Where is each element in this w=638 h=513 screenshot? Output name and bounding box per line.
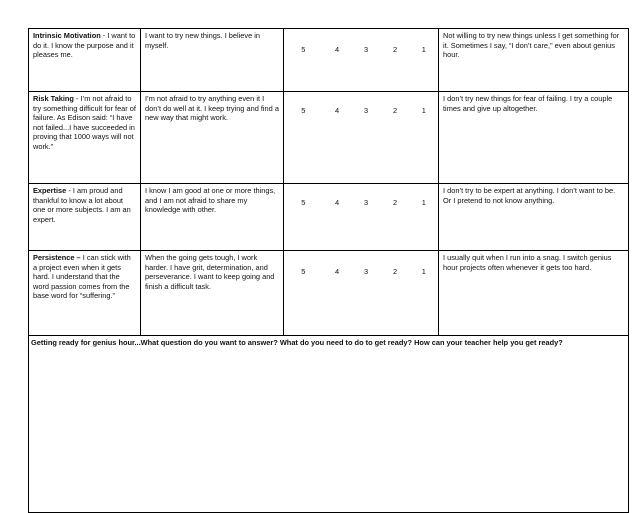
rubric-sheet xyxy=(28,28,628,513)
score-4: 4 xyxy=(323,251,352,336)
trait-description: I can stick with a project even when it gets hard. I understand that the word passion comes from the base word for “suffering.” xyxy=(33,253,131,301)
score-3: 3 xyxy=(352,251,381,336)
score-4: 4 xyxy=(323,92,352,184)
trait-cell xyxy=(29,92,141,184)
footer-row xyxy=(29,336,629,513)
score-4: 4 xyxy=(323,29,352,92)
negative-descriptor: I don’t try to be expert at anything. I don’t want to be. Or I pretend to not know anything. xyxy=(439,184,629,251)
positive-descriptor: I want to try new things. I believe in myself. xyxy=(141,29,284,92)
score-3: 3 xyxy=(352,29,381,92)
trait-title: Intrinsic Motivation xyxy=(33,31,101,40)
trait-cell xyxy=(29,251,141,336)
trait-title: Persistence – xyxy=(33,253,81,262)
table-row xyxy=(29,184,629,251)
positive-descriptor: When the going gets tough, I work harder. I have grit, determination, and perseverance. I want to keep going and finish a difficult task. xyxy=(141,251,284,336)
score-1: 1 xyxy=(410,184,439,251)
score-1: 1 xyxy=(410,92,439,184)
positive-descriptor: I know I am good at one or more things, and I am not afraid to share my knowledge with other. xyxy=(141,184,284,251)
trait-cell xyxy=(29,29,141,92)
table-row xyxy=(29,29,629,92)
positive-descriptor: I’m not afraid to try anything even it I don’t do well at it. I keep trying and find a new way that might work. xyxy=(141,92,284,184)
negative-descriptor: I usually quit when I run into a snag. I switch genius hour projects often whenever it gets too hard. xyxy=(439,251,629,336)
score-2: 2 xyxy=(381,184,410,251)
score-5: 5 xyxy=(284,184,323,251)
score-5: 5 xyxy=(284,29,323,92)
genius-hour-prompt: Getting ready for genius hour...What question do you want to answer? What do you need to do to get ready? How can your teacher help you get ready? xyxy=(29,336,629,513)
negative-descriptor: I don’t try new things for fear of failing. I try a couple times and give up altogether. xyxy=(439,92,629,184)
score-5: 5 xyxy=(284,251,323,336)
score-2: 2 xyxy=(381,251,410,336)
score-2: 2 xyxy=(381,29,410,92)
rubric-table xyxy=(28,28,629,513)
table-row xyxy=(29,92,629,184)
trait-title: Risk Taking xyxy=(33,94,74,103)
trait-title: Expertise xyxy=(33,186,67,195)
score-3: 3 xyxy=(352,92,381,184)
score-1: 1 xyxy=(410,29,439,92)
trait-cell xyxy=(29,184,141,251)
score-1: 1 xyxy=(410,251,439,336)
score-2: 2 xyxy=(381,92,410,184)
table-row xyxy=(29,251,629,336)
trait-description: - I’m not afraid to try something difficult for fear of failure. As Edison said: “I have not failed...I have succeeded in proving that 1000 ways will not work.” xyxy=(33,94,136,151)
score-5: 5 xyxy=(284,92,323,184)
trait-description: - I am proud and thankful to know a lot about one or more subjects. I am an expert. xyxy=(33,186,131,224)
trait-description: - I want to do it. I know the purpose and it pleases me. xyxy=(33,31,136,60)
score-3: 3 xyxy=(352,184,381,251)
score-4: 4 xyxy=(323,184,352,251)
negative-descriptor: Not willing to try new things unless I get something for it. Sometimes I say, “I don’t care,” even about genius hour. xyxy=(439,29,629,92)
